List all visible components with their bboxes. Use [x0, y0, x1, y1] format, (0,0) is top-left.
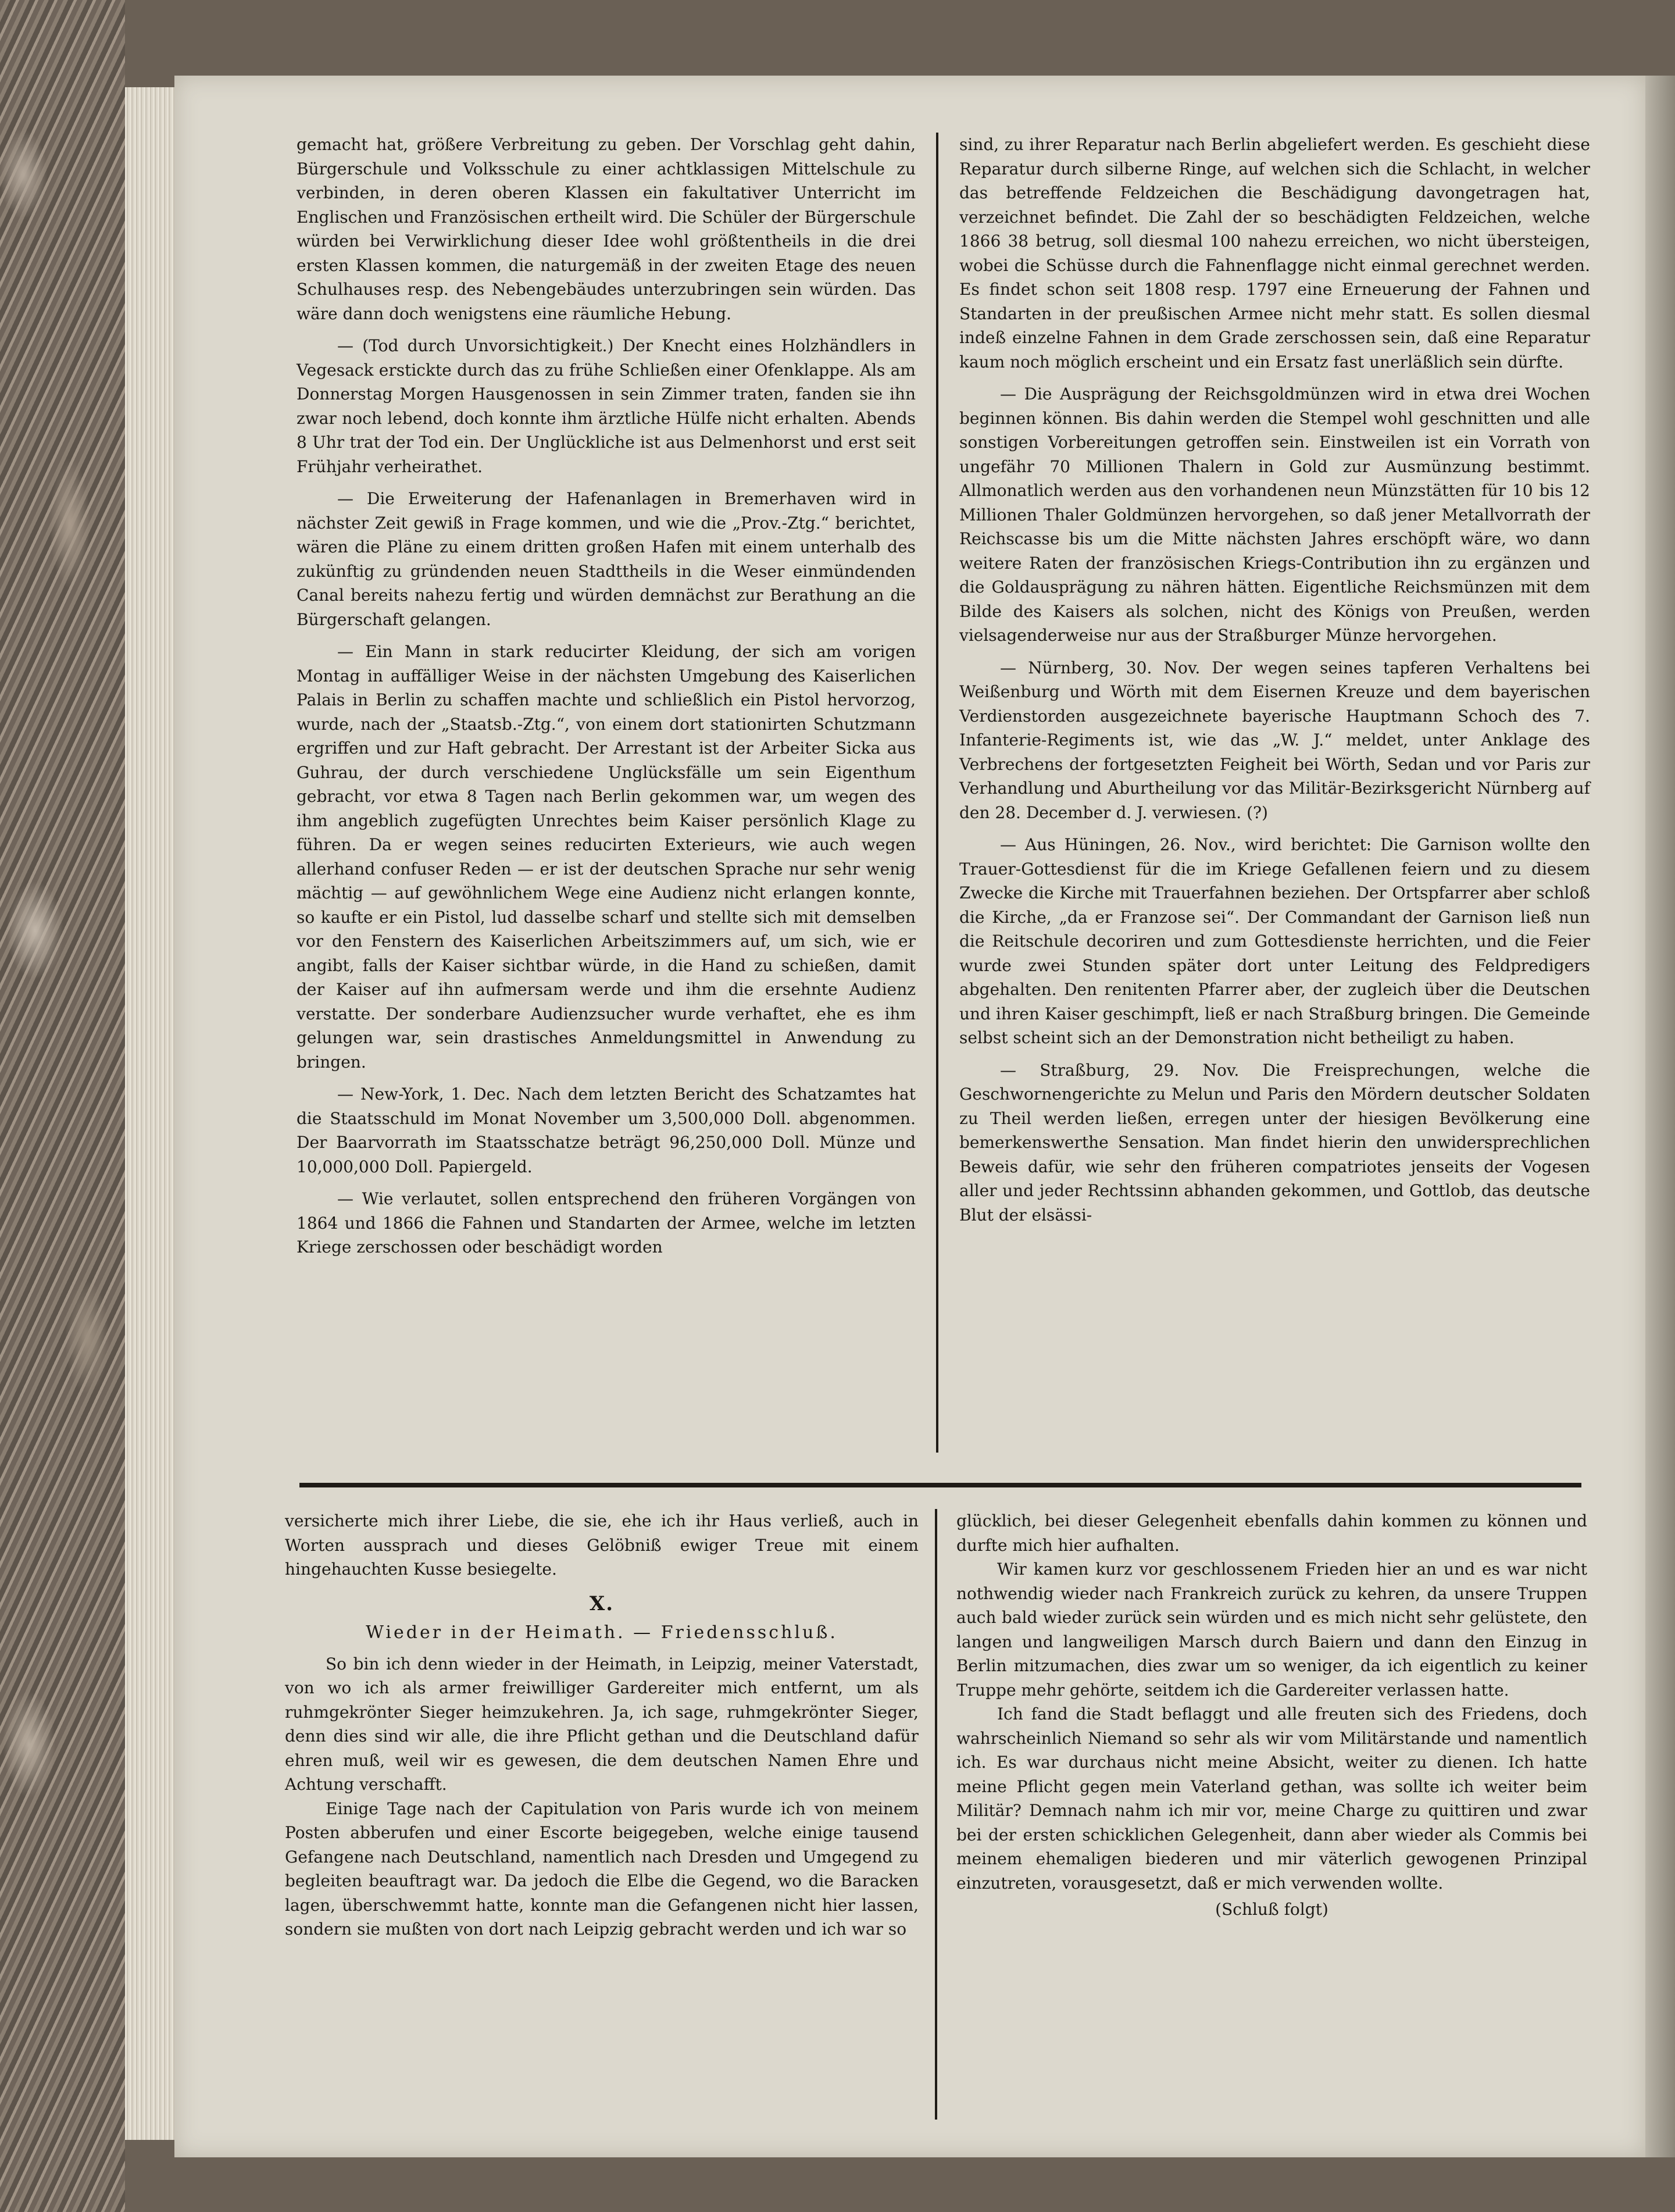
paragraph: — (Tod durch Unvorsichtigkeit.) Der Knecht eines Holzhändlers in Vegesack erstickte durch das zu frühe Schließen einer Ofenklappe. Als am Donnerstag Morgen Hausgenossen in sein Zimmer traten, fanden sie ihn zwar noch lebend, doch konnte ihm ärztliche Hülfe nicht erhalten. Abends 8 Uhr trat der Tod ein. Der Unglückliche ist aus Delmenhorst und erst seit Frühjahr verheirathet. [297, 336, 916, 476]
section-divider-rule [299, 1483, 1581, 1487]
story-column-right [956, 1509, 1587, 1922]
paragraph: — Nürnberg, 30. Nov. Der wegen seines tapferen Verhaltens bei Weißenburg und Wörth mit dem Eisernen Kreuze und dem bayerischen Verdienstorden ausgezeichnete bayerische Hauptmann Schoch des 7. Infanterie-Regiments ist, wie das „W. J.“ meldet, unter Anklage des Verbrechens der fortgesetzten Feigheit bei Wörth, Sedan und vor Paris zur Verhandlung und Aburtheilung vor das Militär-Bezirksgericht Nürnberg auf den 28. December d. J. verwiesen. (?) [959, 658, 1590, 822]
paragraph: — Die Ausprägung der Reichsgoldmünzen wird in etwa drei Wochen beginnen können. Bis dahin werden die Stempel wohl geschnitten und alle sonstigen Vorbereitungen getroffen sein. Einstweilen ist ein Vorrath von ungefähr 70 Millionen Thalern in Gold zur Ausmünzung bestimmt. Allmonatlich werden aus den vorhandenen neun Münzstätten für 10 bis 12 Millionen Thaler Goldmünzen hervorgehen, so daß jener Metallvorrath der Reichscasse bis um die Mitte nächsten Jahres erschöpft wäre, wo dann weitere Raten der französischen Kriegs-Contribution ihn zu ergänzen und die Goldausprägung zu nähren hätten. Eigentliche Reichsmünzen mit dem Bilde des Kaisers als solchen, nicht des Königs von Preußen, werden vielsagenderweise nur aus der Straßburger Münze hervorgehen. [959, 384, 1590, 645]
paragraph: — Straßburg, 29. Nov. Die Freisprechungen, welche die Geschwornengerichte zu Melun und Paris den Mördern deutscher Soldaten zu Theil werden ließen, erregen unter der hiesigen Bevölkerung eine bemerkenswerthe Sensation. Man findet hierin den unwidersprechlichen Beweis dafür, wie sehr den früheren compatriotes jenseits der Vogesen aller und jeder Rechtssinn abhanden gekommen, und Gottlob, das deutsche Blut der elsässi- [959, 1060, 1590, 1225]
paragraph: — Wie verlautet, sollen entsprechend den früheren Vorgängen von 1864 und 1866 die Fahnen und Standarten der Armee, welche im letzten Kriege zerschossen oder beschädigt worden [297, 1189, 916, 1257]
story-column-left [285, 1509, 919, 1942]
paragraph: — New-York, 1. Dec. Nach dem letzten Bericht des Schatzamtes hat die Staatsschuld im Monat November um 3,500,000 Doll. abgenommen. Der Baarvorrath im Staatsschatze beträgt 96,250,000 Doll. Münze und 10,000,000 Doll. Papiergeld. [297, 1084, 916, 1176]
facing-page-edge [1645, 76, 1675, 2157]
paragraph: sind, zu ihrer Reparatur nach Berlin abgeliefert werden. Es geschieht diese Reparatur durch silberne Ringe, auf welchen sich die Schlacht, in welcher das betreffende Feldzeichen die Beschädigung davongetragen hat, verzeichnet befindet. Die Zahl der so beschädigten Feldzeichen, welche 1866 38 betrug, soll diesmal 100 nahezu erreichen, wo nicht übersteigen, wobei die Schüsse durch die Fahnenflagge nicht einmal gerechnet werden. Es findet schon seit 1808 resp. 1797 eine Erneuerung der Fahnen und Standarten in der preußischen Armee nicht mehr statt. Es sollen diesmal indeß einzelne Fahnen in dem Grade zerschossen sein, daß eine Reparatur kaum noch möglich erscheint und ein Ersatz fast unerläßlich sein dürfte. [959, 135, 1590, 372]
paragraph: — Ein Mann in stark reducirter Kleidung, der sich am vorigen Montag in auffälliger Weise in der nächsten Umgebung des Kaiserlichen Palais in Berlin zu schaffen machte und schließlich ein Pistol hervorzog, wurde, nach der „Staatsb.-Ztg.“, von einem dort stationirten Schutzmann ergriffen und zur Haft gebracht. Der Arrestant ist der Arbeiter Sicka aus Guhrau, der durch verschiedene Unglücksfälle um sein Eigenthum gebracht, vor etwa 8 Tagen nach Berlin gekommen war, um wegen des ihm angeblich zugefügten Unrechtes beim Kaiser persönlich Klage zu führen. Da er wegen seines reducirten Exterieurs, wie auch wegen allerhand confuser Reden — er ist der deutschen Sprache nur sehr wenig mächtig — auf gewöhnlichem Wege eine Audienz nicht erlangen konnte, so kaufte er ein Pistol, lud dasselbe scharf und stellte sich mit demselben vor den Fenstern des Kaiserlichen Arbeitszimmers auf, um sich, wie er angibt, falls der Kaiser sichtbar würde, in die Hand zu schießen, damit der Kaiser auf ihn aufmersam werde und ihm die ersehnte Audienz verstatte. Der sonderbare Audienzsucher wurde verhaftet, ehe es ihm gelungen war, sein drastisches Anmeldungsmittel in Anwendung zu bringen. [297, 642, 916, 1072]
paragraph: Wir kamen kurz vor geschlossenem Frieden hier an und es war nicht nothwendig wieder nach Frankreich zurück zu kehren, da unsere Truppen auch bald wieder zurück sein würden und es mich nicht sehr gelüstete, den langen und langweiligen Marsch durch Baiern und dann den Einzug in Berlin mitzumachen, dies zwar um so weniger, da ich eigentlich zu keiner Truppe mehr gehörte, seitdem ich die Gardereiter verlassen hatte. [956, 1560, 1587, 1700]
paragraph: — Die Erweiterung der Hafenanlagen in Bremerhaven wird in nächster Zeit gewiß in Frage kommen, und wie die „Prov.-Ztg.“ berichtet, wären die Pläne zu einem dritten großen Hafen mit einem unterhalb des zukünftig zu gründenden neuen Stadttheils in die Weser einmündenden Canal bereits nahezu fertig und würden demnächst zur Berathung an die Bürgerschaft gelangen. [297, 489, 916, 629]
story-intro: versicherte mich ihrer Liebe, die sie, ehe ich ihr Haus verließ, auch in Worten aussprach und dieses Gelöbniß ewiger Treue mit einem hingehauchten Kusse besiegelte. [285, 1511, 919, 1579]
paragraph: gemacht hat, größere Verbreitung zu geben. Der Vorschlag geht dahin, Bürgerschule und Volksschule zu einer achtklassigen Mittelschule zu verbinden, in deren oberen Klassen ein fakultativer Unterricht im Englischen und Französischen ertheilt wird. Die Schüler der Bürgerschule würden bei Verwirklichung dieser Idee wohl größtentheils in die drei ersten Klassen kommen, die naturgemäß in der zweiten Etage des neuen Schulhauses resp. des Nebengebäudes unterzubringen sein würden. Das wäre dann doch wenigstens eine räumliche Hebung. [297, 135, 916, 323]
column-rule-top [936, 133, 938, 1453]
paragraph: — Aus Hüningen, 26. Nov., wird berichtet: Die Garnison wollte den Trauer-Gottesdienst für die im Kriege Gefallenen feiern und zu diesem Zwecke die Kirche mit Trauerfahnen beziehen. Der Ortspfarrer aber schloß die Kirche, „da er Franzose sei“. Der Commandant der Garnison ließ nun die Reitschule decoriren und zum Gottesdienste herrichten, und die Feier wurde zwei Stunden später dort unter Leitung des Feldpredigers abgehalten. Den renitenten Pfarrer aber, der zugleich über die Deutschen und ihren Kaiser geschimpft, ließ er nach Straßburg bringen. Die Gemeinde selbst scheint sich an der Demonstration nicht betheiligt zu haben. [959, 835, 1590, 1047]
chapter-number: X. [589, 1592, 615, 1615]
page-stack-edges [125, 87, 180, 2140]
chapter-title: Wieder in der Heimath. — Friedensschluß. [366, 1622, 838, 1643]
marbled-book-edge [0, 0, 125, 2212]
top-column-left [297, 133, 916, 1268]
paragraph: So bin ich denn wieder in der Heimath, in Leipzig, meiner Vaterstadt, von wo ich als armer freiwilliger Gardereiter mich entfernt, um als ruhmgekrönter Sieger heimzukehren. Ja, ich sage, ruhmgekrönter Sieger, denn dies sind wir alle, die ihre Pflicht gethan und die Deutschland dafür ehren muß, weil wir es gewesen, die dem deutschen Namen Ehre und Achtung verschafft. [285, 1654, 919, 1794]
column-rule-bottom [935, 1509, 937, 2120]
paragraph: glücklich, bei dieser Gelegenheit ebenfalls dahin kommen zu können und durfte mich hier aufhalten. [956, 1511, 1587, 1555]
paragraph: Einige Tage nach der Capitulation von Paris wurde ich von meinem Posten abberufen und einer Escorte beigegeben, welche einige tausend Gefangene nach Deutschland, namentlich nach Dresden und Umgegend zu begleiten beauftragt war. Da jedoch die Elbe die Gegend, wo die Baracken lagen, überschwemmt hatte, konnte man die Gefangenen nicht hier lassen, sondern sie mußten von dort nach Leipzig gebracht werden und ich war so [285, 1799, 919, 1939]
top-column-right [959, 133, 1590, 1235]
paragraph: Ich fand die Stadt beflaggt und alle freuten sich des Friedens, doch wahrscheinlich Niemand so sehr als wir vom Militärstande und namentlich ich. Es war durchaus nicht meine Absicht, weiter zu dienen. Ich hatte meine Pflicht gegen mein Vaterland gethan, was sollte ich weiter beim Militär? Demnach nahm ich mir vor, meine Charge zu quittiren und zwar bei der ersten schicklichen Gelegenheit, dann aber wieder als Commis bei meinem ehemaligen biederen und mir väterlich gewogenen Prinzipal einzutreten, vorausgesetzt, daß er mich verwenden wollte. [956, 1704, 1587, 1893]
story-signoff: (Schluß folgt) [1215, 1900, 1328, 1919]
